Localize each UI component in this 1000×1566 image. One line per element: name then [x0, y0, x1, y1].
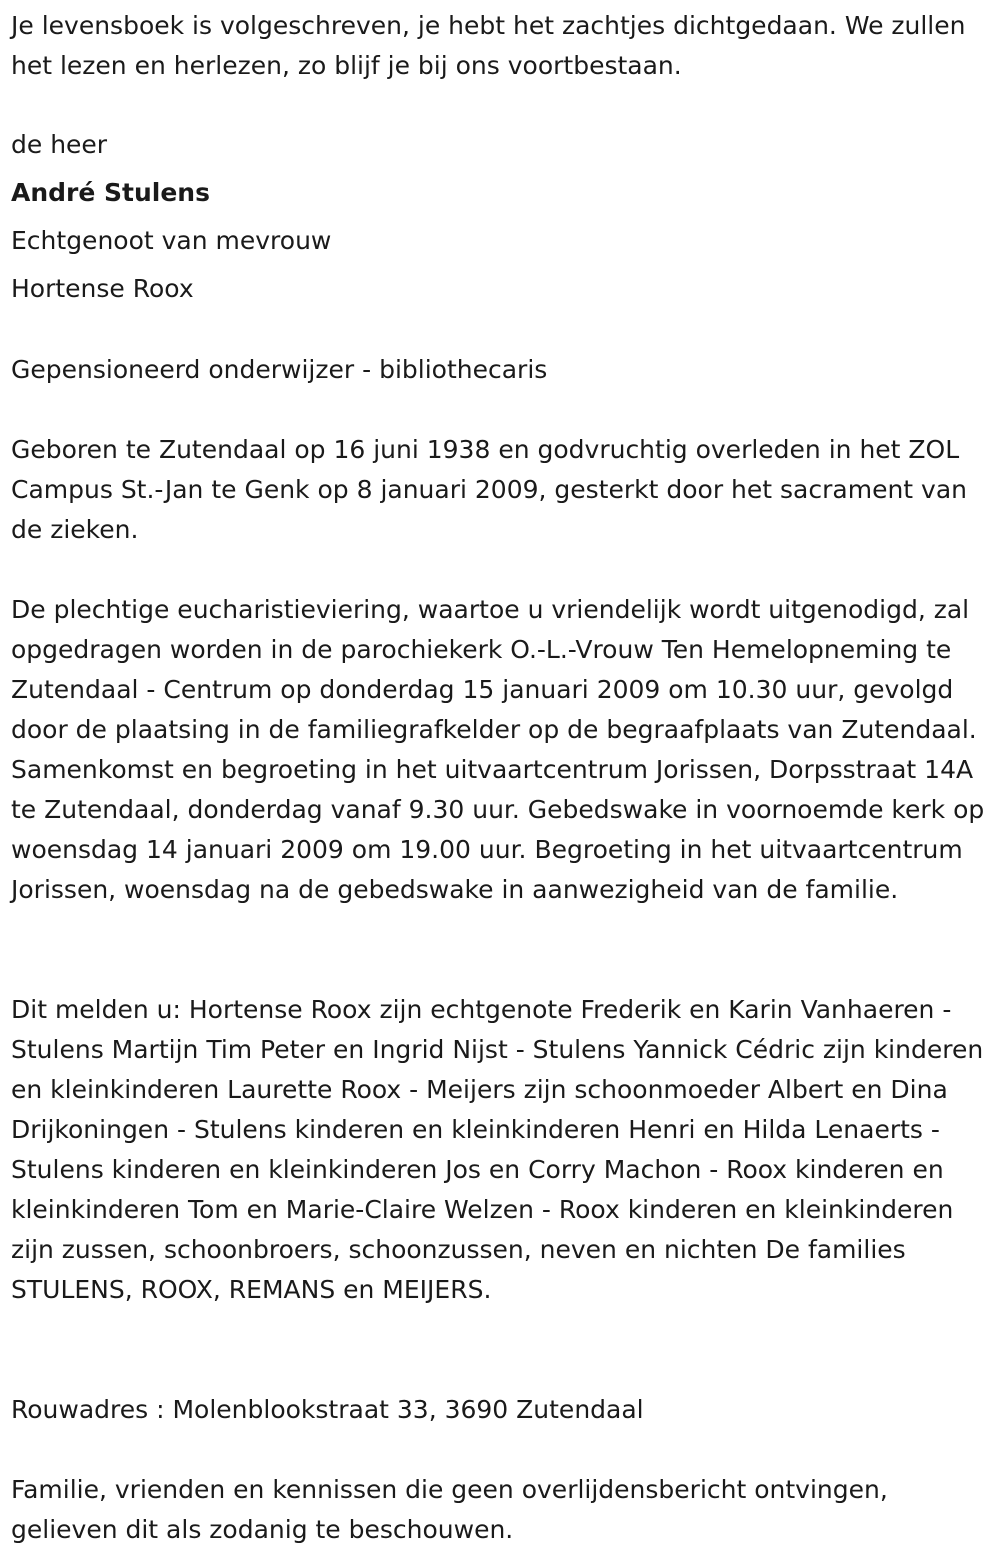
memorial-poem: Je levensboek is volgeschreven, je hebt het zachtjes dichtgedaan. We zullen het lezen en herlezen, zo blijf je bij ons voortbestaan.	[11, 11, 966, 80]
deceased-name: André Stulens	[11, 178, 210, 207]
profession: Gepensioneerd onderwijzer - bibliothecaris	[11, 355, 548, 384]
mourning-address: Rouwadres : Molenblookstraat 33, 3690 Zutendaal	[11, 1395, 644, 1424]
ceremony-paragraph: De plechtige eucharistieviering, waartoe u vriendelijk wordt uitgenodigd, zal opgedragen worden in de parochiekerk O.-L.-Vrouw Ten Hemelopneming te Zutendaal - Centrum op donderdag 15 januari 2009 om 10.30 uur, gevolgd door de plaatsing in de familiegrafkelder op de begraafplaats van Zutendaal. Samenkomst en begroeting in het uitvaartcentrum Jorissen, Dorpsstraat 14A te Zutendaal, donderdag vanaf 9.30 uur. Gebedswake in voornoemde kerk op woensdag 14 januari 2009 om 19.00 uur. Begroeting in het uitvaartcentrum Jorissen, woensdag na de gebedswake in aanwezigheid van de familie.	[11, 595, 985, 904]
spouse-intro: Echtgenoot van mevrouw	[11, 226, 332, 255]
spouse-name: Hortense Roox	[11, 274, 194, 303]
birth-death-paragraph: Geboren te Zutendaal op 16 juni 1938 en godvruchtig overleden in het ZOL Campus St.-Jan te Genk op 8 januari 2009, gesterkt door het sacrament van de zieken.	[11, 435, 968, 544]
closing-paragraph: Familie, vrienden en kennissen die geen overlijdensbericht ontvingen, gelieven dit als zodanig te beschouwen.	[11, 1475, 888, 1544]
salutation: de heer	[11, 130, 108, 159]
family-paragraph: Dit melden u: Hortense Roox zijn echtgenote Frederik en Karin Vanhaeren - Stulens Martijn Tim Peter en Ingrid Nijst - Stulens Yannick Cédric zijn kinderen en kleinkinderen Laurette Roox - Meijers zijn schoonmoeder Albert en Dina Drijkoningen - Stulens kinderen en kleinkinderen Henri en Hilda Lenaerts - Stulens kinderen en kleinkinderen Jos en Corry Machon - Roox kinderen en kleinkinderen Tom en Marie-Claire Welzen - Roox kinderen en kleinkinderen zijn zussen, schoonbroers, schoonzussen, neven en nichten De families STULENS, ROOX, REMANS en MEIJERS.	[11, 995, 984, 1304]
